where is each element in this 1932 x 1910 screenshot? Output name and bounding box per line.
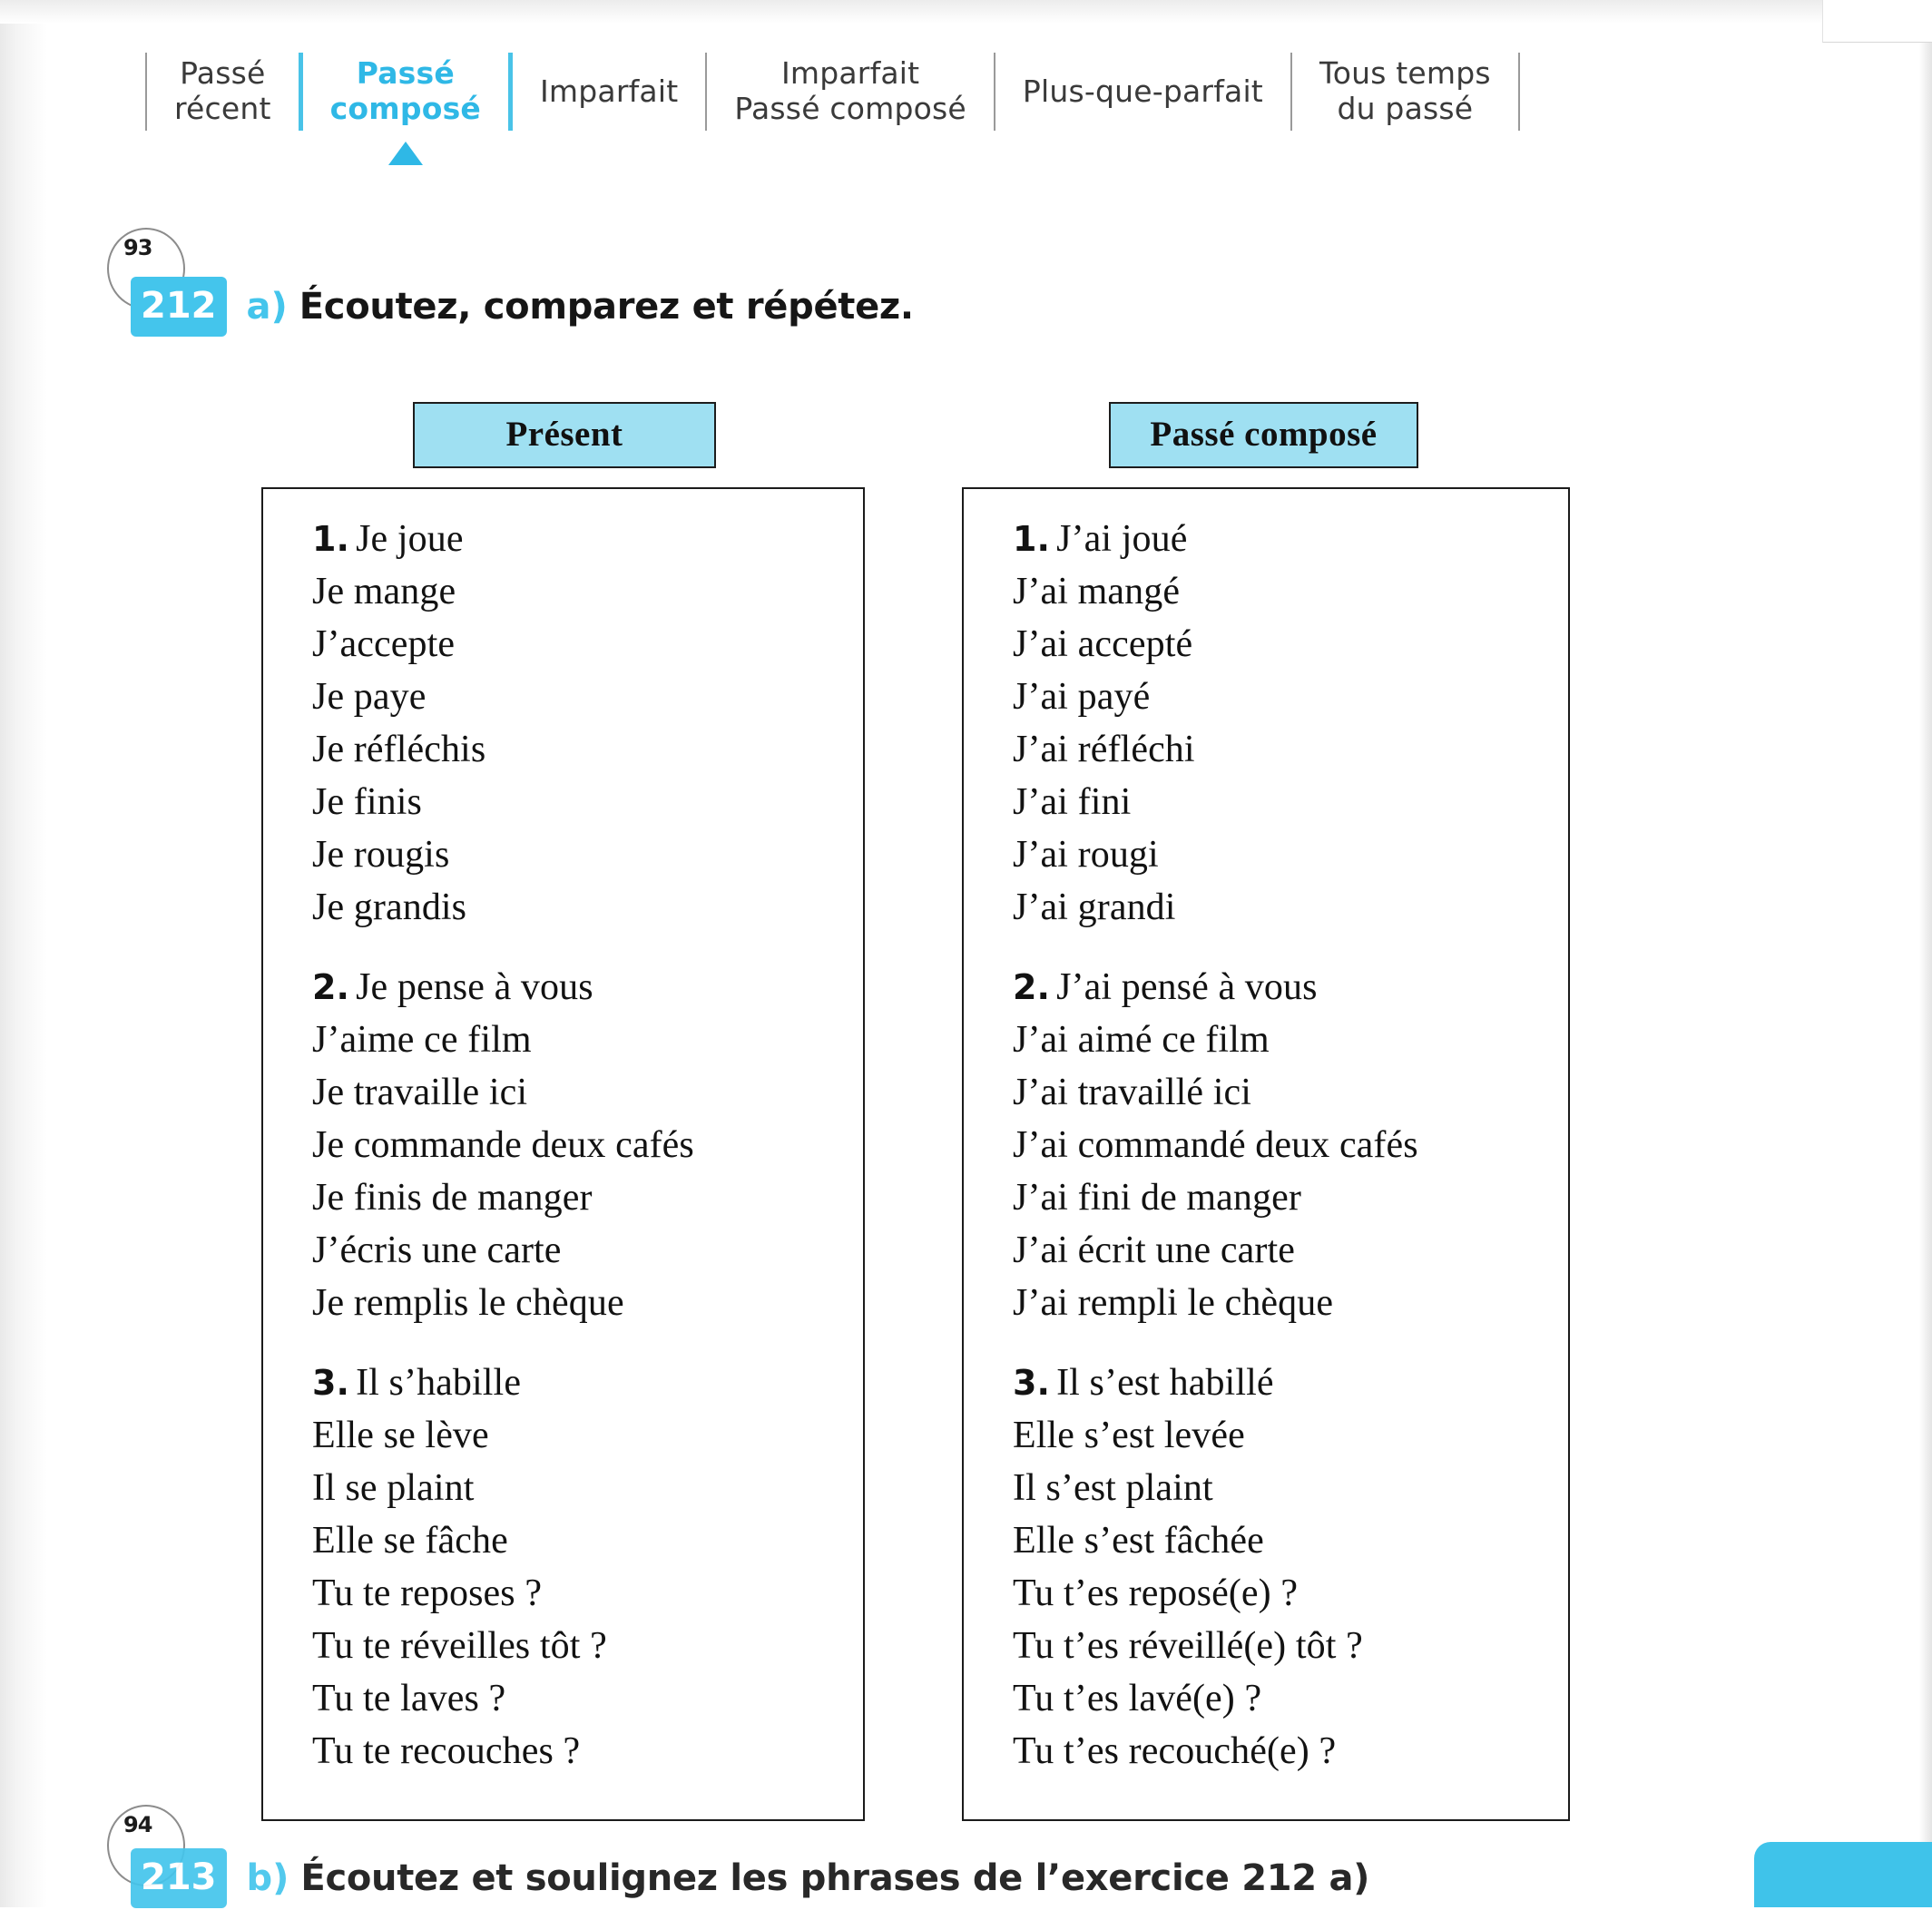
nav-item-passe-recent[interactable] — [147, 53, 299, 131]
phrase-line — [1013, 881, 1561, 934]
phrase-line — [312, 776, 856, 828]
exercise-title: Écoutez, comparez et répétez. — [299, 286, 914, 328]
phrase-text: Il s’est plaint — [1013, 1467, 1213, 1509]
phrase-text: J’écris une carte — [312, 1229, 562, 1271]
active-tab-triangle-icon — [388, 142, 423, 165]
phrase-text: Tu te laves ? — [312, 1678, 506, 1719]
phrase-line — [312, 1672, 856, 1725]
phrase-group — [312, 1357, 856, 1778]
phrase-text: J’accepte — [312, 623, 456, 665]
phrase-line — [1013, 671, 1561, 723]
phrase-line — [1013, 1462, 1561, 1514]
phrase-text: Elle se lève — [312, 1415, 489, 1456]
phrase-line — [1013, 565, 1561, 618]
phrase-text: J’ai fini de manger — [1013, 1177, 1301, 1219]
phrase-text: Tu te recouches ? — [312, 1730, 581, 1772]
phrase-text: Il s’habille — [356, 1362, 522, 1404]
nav-divider — [1518, 53, 1520, 131]
phrase-line — [1013, 1171, 1561, 1224]
phrase-line — [1013, 618, 1561, 671]
phrase-line — [1013, 723, 1561, 776]
phrase-line — [1013, 1725, 1561, 1778]
phrase-text: Je paye — [312, 676, 427, 718]
page-right-edge-shadow — [1919, 0, 1932, 1907]
phrase-text: J’ai fini — [1013, 781, 1132, 823]
phrase-line — [312, 671, 856, 723]
group-number: 2. — [1013, 967, 1051, 1007]
nav-item-imparfait[interactable] — [513, 53, 705, 131]
phrase-line — [1013, 513, 1561, 565]
nav-item-label: Imparfait — [540, 73, 679, 109]
phrase-text: J’ai aimé ce film — [1013, 1019, 1270, 1061]
phrase-line — [1013, 776, 1561, 828]
nav-item-label: Passé récent — [174, 55, 271, 126]
phrase-line — [1013, 1357, 1561, 1409]
phrase-text: J’ai pensé à vous — [1056, 966, 1318, 1008]
phrase-line — [312, 1066, 856, 1119]
phrase-line — [312, 618, 856, 671]
phrase-text: Je mange — [312, 571, 456, 612]
column-header-passe-compose: Passé composé — [1109, 402, 1418, 468]
group-number: 3. — [1013, 1363, 1051, 1403]
phrase-line — [1013, 1567, 1561, 1620]
passe-compose-phrase-groups — [1013, 513, 1561, 1778]
phrase-text: Tu te reposes ? — [312, 1572, 543, 1614]
nav-item-passe-compose[interactable] — [303, 53, 508, 131]
group-number: 1. — [1013, 519, 1051, 559]
phrase-line — [312, 1014, 856, 1066]
exercise-letter: b) — [246, 1857, 289, 1899]
phrase-line — [312, 828, 856, 881]
phrase-group — [1013, 961, 1561, 1329]
phrase-line — [1013, 1620, 1561, 1672]
phrase-text: J’ai mangé — [1013, 571, 1181, 612]
phrase-text: Tu t’es recouché(e) ? — [1013, 1730, 1337, 1772]
phrase-line — [1013, 1672, 1561, 1725]
audio-track-number: 94 — [123, 1812, 152, 1837]
phrase-text: Je commande deux cafés — [312, 1124, 694, 1166]
exercise-number-badge: 212 — [131, 277, 227, 337]
phrase-text: Elle s’est fâchée — [1013, 1520, 1264, 1562]
phrase-line — [1013, 1277, 1561, 1329]
phrase-line — [1013, 1409, 1561, 1462]
phrase-text: Je réfléchis — [312, 729, 486, 770]
phrase-text: Tu t’es réveillé(e) tôt ? — [1013, 1625, 1363, 1667]
phrase-text: Je joue — [356, 518, 464, 560]
phrase-line — [1013, 1224, 1561, 1277]
nav-item-label: Imparfait Passé composé — [734, 55, 966, 126]
next-exercise-heading — [107, 1812, 1370, 1907]
phrase-line — [1013, 828, 1561, 881]
phrase-line — [312, 881, 856, 934]
phrase-text: Tu t’es reposé(e) ? — [1013, 1572, 1299, 1614]
phrase-text: Je finis de manger — [312, 1177, 593, 1219]
phrase-line — [312, 1224, 856, 1277]
phrase-text: J’ai commandé deux cafés — [1013, 1124, 1418, 1166]
phrase-line — [1013, 961, 1561, 1014]
phrase-text: J’aime ce film — [312, 1019, 532, 1061]
phrase-line — [312, 723, 856, 776]
phrase-text: J’ai rempli le chèque — [1013, 1282, 1334, 1324]
phrase-text: J’ai écrit une carte — [1013, 1229, 1295, 1271]
nav-item-label: Passé composé — [329, 55, 481, 126]
phrase-text: Elle se fâche — [312, 1520, 508, 1562]
exercise-heading — [107, 235, 914, 338]
phrase-line — [312, 1119, 856, 1171]
tense-navigation — [145, 53, 1520, 131]
page-top-edge-shadow — [0, 0, 1932, 24]
phrase-group — [1013, 513, 1561, 934]
phrase-text: Je pense à vous — [356, 966, 593, 1008]
phrase-text: J’ai travaillé ici — [1013, 1072, 1252, 1113]
page-corner-fold — [1822, 0, 1932, 43]
phrase-text: Je travaille ici — [312, 1072, 528, 1113]
phrase-group — [312, 513, 856, 934]
phrase-line — [312, 1725, 856, 1778]
phrase-line — [312, 1357, 856, 1409]
phrase-text: Tu t’es lavé(e) ? — [1013, 1678, 1262, 1719]
exercise-title: Écoutez et soulignez les phrases de l’exercice 212 a) — [300, 1857, 1370, 1899]
exercise-number-badge: 213 — [131, 1848, 227, 1908]
phrase-text: Il s’est habillé — [1056, 1362, 1274, 1404]
group-number: 3. — [312, 1363, 350, 1403]
nav-item-tous-temps-du-passe[interactable] — [1292, 53, 1518, 131]
phrase-text: J’ai joué — [1056, 518, 1188, 560]
present-column-box — [261, 487, 865, 1821]
phrase-text: J’ai accepté — [1013, 623, 1193, 665]
phrase-text: J’ai grandi — [1013, 886, 1176, 928]
phrase-text: J’ai rougi — [1013, 834, 1159, 876]
phrase-text: Je finis — [312, 781, 422, 823]
phrase-group — [1013, 1357, 1561, 1778]
column-header-present: Présent — [413, 402, 716, 468]
phrase-text: Je remplis le chèque — [312, 1282, 624, 1324]
group-number: 2. — [312, 967, 350, 1007]
page-left-edge-shadow — [0, 0, 47, 1907]
phrase-text: Je rougis — [312, 834, 450, 876]
phrase-line — [312, 513, 856, 565]
phrase-group — [312, 961, 856, 1329]
page-corner-tab — [1754, 1842, 1932, 1907]
phrase-line — [312, 565, 856, 618]
phrase-line — [1013, 1014, 1561, 1066]
phrase-text: J’ai payé — [1013, 676, 1151, 718]
phrase-line — [312, 961, 856, 1014]
phrase-line — [312, 1514, 856, 1567]
phrase-line — [312, 1409, 856, 1462]
phrase-line — [312, 1171, 856, 1224]
nav-item-imparfait-passe-compose[interactable] — [707, 53, 994, 131]
phrase-line — [312, 1567, 856, 1620]
audio-track-number: 93 — [123, 235, 152, 260]
nav-item-label: Tous temps du passé — [1319, 55, 1491, 126]
present-phrase-groups — [312, 513, 856, 1778]
phrase-line — [312, 1620, 856, 1672]
phrase-text: Tu te réveilles tôt ? — [312, 1625, 607, 1667]
exercise-letter: a) — [246, 286, 288, 328]
phrase-text: J’ai réfléchi — [1013, 729, 1195, 770]
group-number: 1. — [312, 519, 350, 559]
phrase-line — [1013, 1119, 1561, 1171]
phrase-line — [312, 1462, 856, 1514]
phrase-text: Il se plaint — [312, 1467, 475, 1509]
nav-item-label: Plus-que-parfait — [1022, 73, 1263, 109]
phrase-line — [1013, 1066, 1561, 1119]
phrase-line — [312, 1277, 856, 1329]
passe-compose-column-box — [962, 487, 1570, 1821]
nav-item-plus-que-parfait[interactable] — [995, 53, 1290, 131]
phrase-text: Elle s’est levée — [1013, 1415, 1245, 1456]
phrase-line — [1013, 1514, 1561, 1567]
phrase-text: Je grandis — [312, 886, 467, 928]
